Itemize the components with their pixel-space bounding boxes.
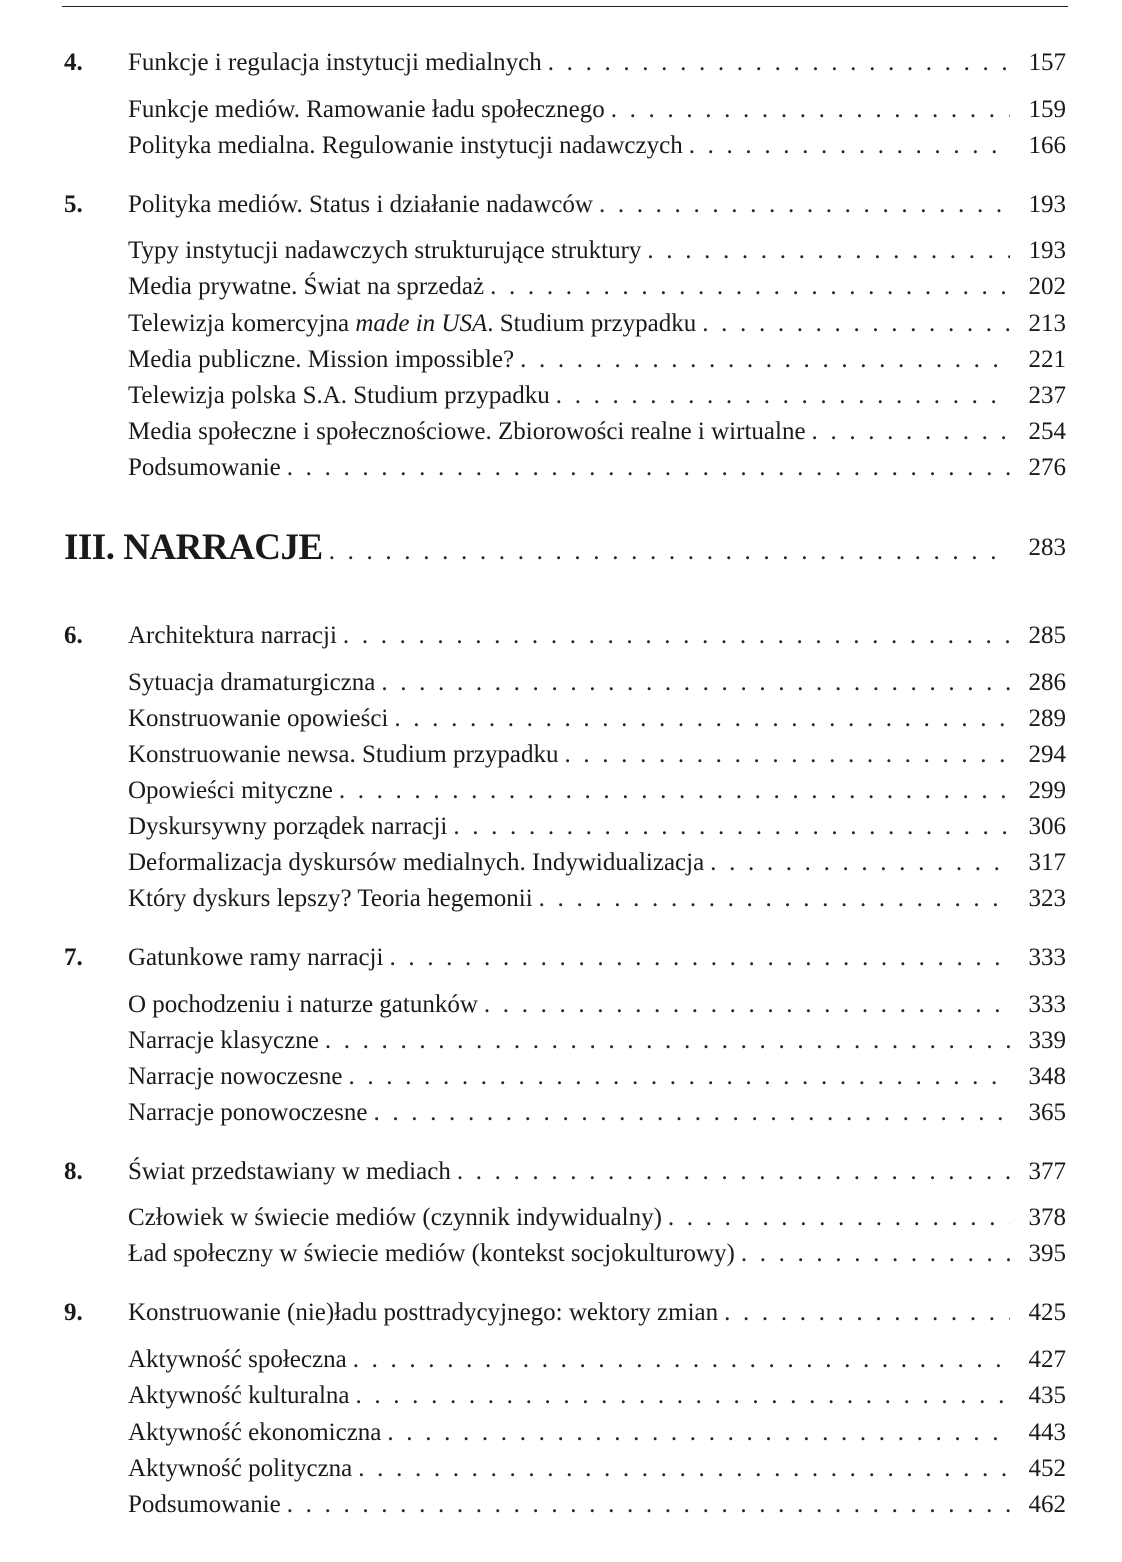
entry-title: Media publiczne. Mission impossible? xyxy=(128,346,515,373)
toc-section-row xyxy=(0,807,1122,847)
page-number: 202 xyxy=(1010,267,1066,307)
entry-title: Media społeczne i społecznościowe. Zbiorowości realne i wirtualne xyxy=(128,418,806,445)
entry-title: Podsumowanie xyxy=(128,1491,281,1518)
toc-chapter-row xyxy=(0,185,1122,225)
leader-dots xyxy=(611,90,1066,130)
leader-dots xyxy=(394,699,1066,739)
entry-title: Architektura narracji xyxy=(128,622,337,649)
page-number: 333 xyxy=(1010,985,1066,1025)
entry-title: Który dyskurs lepszy? Teoria hegemonii xyxy=(128,885,533,912)
toc-chapter-row xyxy=(0,616,1122,656)
page-number: 166 xyxy=(1010,126,1066,166)
page-number: 157 xyxy=(1010,43,1066,83)
page-number: 193 xyxy=(1010,231,1066,271)
entry-title: Konstruowanie newsa. Studium przypadku xyxy=(128,741,559,768)
entry-title: Funkcje mediów. Ramowanie ładu społecznego xyxy=(128,96,605,123)
leader-dots xyxy=(287,1485,1066,1525)
page-number: 221 xyxy=(1010,340,1066,380)
leader-dots xyxy=(548,43,1066,83)
leader-dots xyxy=(389,938,1066,978)
entry-title: Sytuacja dramaturgiczna xyxy=(128,669,376,696)
entry-title: Człowiek w świecie mediów (czynnik indywidualny) xyxy=(128,1204,662,1231)
toc-section-row xyxy=(0,90,1122,130)
leader-dots xyxy=(325,1021,1066,1061)
page-number: 435 xyxy=(1010,1376,1066,1416)
page-number: 339 xyxy=(1010,1021,1066,1061)
leader-dots xyxy=(373,1093,1066,1133)
toc-section-row xyxy=(0,267,1122,307)
leader-dots xyxy=(358,1449,1066,1489)
entry-title: Gatunkowe ramy narracji xyxy=(128,944,384,971)
leader-dots xyxy=(287,448,1066,488)
toc-section-row xyxy=(0,663,1122,703)
chapter-number: 8. xyxy=(64,1158,83,1185)
toc-section-row xyxy=(0,985,1122,1025)
entry-title: Media prywatne. Świat na sprzedaż xyxy=(128,273,485,300)
entry-title: Dyskursywny porządek narracji xyxy=(128,813,448,840)
leader-dots xyxy=(329,522,1066,582)
leader-dots xyxy=(556,376,1066,416)
page-number: 452 xyxy=(1010,1449,1066,1489)
page-number: 427 xyxy=(1010,1340,1066,1380)
toc-section-row xyxy=(0,340,1122,380)
entry-title: Konstruowanie (nie)ładu posttradycyjnego: wektory zmian xyxy=(128,1299,719,1326)
leader-dots xyxy=(453,807,1066,847)
entry-title: Świat przedstawiany w mediach xyxy=(128,1158,451,1185)
toc-section-row xyxy=(0,1376,1122,1416)
page-number: 395 xyxy=(1010,1234,1066,1274)
title-part: Telewizja komercyjna xyxy=(128,310,356,337)
leader-dots xyxy=(668,1198,1066,1238)
page-number: 333 xyxy=(1010,938,1066,978)
toc-section-row xyxy=(0,304,1122,344)
toc-chapter-row xyxy=(0,938,1122,978)
toc-section-row xyxy=(0,879,1122,919)
page-number: 283 xyxy=(1010,518,1066,578)
toc-section-row xyxy=(0,126,1122,166)
entry-title: Polityka mediów. Status i działanie nadawców xyxy=(128,191,593,218)
leader-dots xyxy=(339,771,1066,811)
toc-chapter-row xyxy=(0,1293,1122,1333)
entry-title: Narracje klasyczne xyxy=(128,1027,319,1054)
entry-title: Opowieści mityczne xyxy=(128,777,333,804)
entry-title: Funkcje i regulacja instytucji medialnych xyxy=(128,49,542,76)
page-number: 462 xyxy=(1010,1485,1066,1525)
leader-dots xyxy=(490,267,1066,307)
page-number: 348 xyxy=(1010,1057,1066,1097)
toc-section-row xyxy=(0,376,1122,416)
page-number: 254 xyxy=(1010,412,1066,452)
chapter-number: 9. xyxy=(64,1299,83,1326)
toc-section-row xyxy=(0,1093,1122,1133)
toc-section-row xyxy=(0,1198,1122,1238)
page-number: 299 xyxy=(1010,771,1066,811)
chapter-number: 5. xyxy=(64,191,83,218)
toc-section-row xyxy=(0,231,1122,271)
leader-dots xyxy=(457,1152,1066,1192)
toc-section-row xyxy=(0,771,1122,811)
leader-dots xyxy=(387,1413,1066,1453)
page-number: 285 xyxy=(1010,616,1066,656)
toc-section-row xyxy=(0,1340,1122,1380)
entry-title: Narracje nowoczesne xyxy=(128,1063,343,1090)
entry-title: Podsumowanie xyxy=(128,454,281,481)
leader-dots xyxy=(343,616,1066,656)
toc-section-row xyxy=(0,843,1122,883)
toc-section-row xyxy=(0,1413,1122,1453)
page-number: 365 xyxy=(1010,1093,1066,1133)
leader-dots xyxy=(647,231,1066,271)
page-number: 294 xyxy=(1010,735,1066,775)
chapter-number: 6. xyxy=(64,622,83,649)
entry-title: Narracje ponowoczesne xyxy=(128,1099,368,1126)
page-number: 377 xyxy=(1010,1152,1066,1192)
toc-chapter-row xyxy=(0,1152,1122,1192)
page-number: 323 xyxy=(1010,879,1066,919)
toc-section-row xyxy=(0,412,1122,452)
page-number: 306 xyxy=(1010,807,1066,847)
page-number: 237 xyxy=(1010,376,1066,416)
toc-section-row xyxy=(0,448,1122,488)
entry-title: Aktywność kulturalna xyxy=(128,1382,350,1409)
leader-dots xyxy=(381,663,1066,703)
toc-section-row xyxy=(0,735,1122,775)
page-number: 193 xyxy=(1010,185,1066,225)
toc-section-row xyxy=(0,1057,1122,1097)
toc-section-row xyxy=(0,1485,1122,1525)
title-part: . Studium przypadku xyxy=(487,310,697,337)
leader-dots xyxy=(348,1057,1066,1097)
page-number: 378 xyxy=(1010,1198,1066,1238)
toc-section-row xyxy=(0,699,1122,739)
leader-dots xyxy=(564,735,1066,775)
page-number: 317 xyxy=(1010,843,1066,883)
entry-title: Typy instytucji nadawczych strukturujące struktury xyxy=(128,237,642,264)
page-number: 286 xyxy=(1010,663,1066,703)
leader-dots xyxy=(484,985,1066,1025)
entry-title: Aktywność ekonomiczna xyxy=(128,1419,382,1446)
chapter-number: 4. xyxy=(64,49,83,76)
page-number: 289 xyxy=(1010,699,1066,739)
leader-dots xyxy=(353,1340,1066,1380)
entry-title: Konstruowanie opowieści xyxy=(128,705,389,732)
page-number: 159 xyxy=(1010,90,1066,130)
leader-dots xyxy=(520,340,1066,380)
entry-title: Telewizja polska S.A. Studium przypadku xyxy=(128,382,550,409)
top-rule xyxy=(62,6,1068,7)
page-number: 276 xyxy=(1010,448,1066,488)
toc-section-row xyxy=(0,1449,1122,1489)
page-number: 425 xyxy=(1010,1293,1066,1333)
toc-part-row xyxy=(0,518,1122,578)
toc-chapter-row xyxy=(0,43,1122,83)
title-italic-part: made in USA xyxy=(355,310,488,337)
chapter-number: 7. xyxy=(64,944,83,971)
toc-section-row xyxy=(0,1021,1122,1061)
entry-title: Deformalizacja dyskursów medialnych. Indywidualizacja xyxy=(128,849,705,876)
leader-dots xyxy=(539,879,1066,919)
leader-dots xyxy=(355,1376,1066,1416)
entry-title: Ład społeczny w świecie mediów (kontekst socjokulturowy) xyxy=(128,1240,735,1267)
page-number: 213 xyxy=(1010,304,1066,344)
entry-title: O pochodzeniu i naturze gatunków xyxy=(128,991,478,1018)
entry-title: Aktywność społeczna xyxy=(128,1346,347,1373)
entry-title: Aktywność polityczna xyxy=(128,1455,353,1482)
entry-title xyxy=(128,304,702,344)
part-title: III. NARRACJE xyxy=(64,527,323,568)
entry-title: Polityka medialna. Regulowanie instytucji nadawczych xyxy=(128,132,683,159)
toc-section-row xyxy=(0,1234,1122,1274)
page-number: 443 xyxy=(1010,1413,1066,1453)
leader-dots xyxy=(599,185,1066,225)
